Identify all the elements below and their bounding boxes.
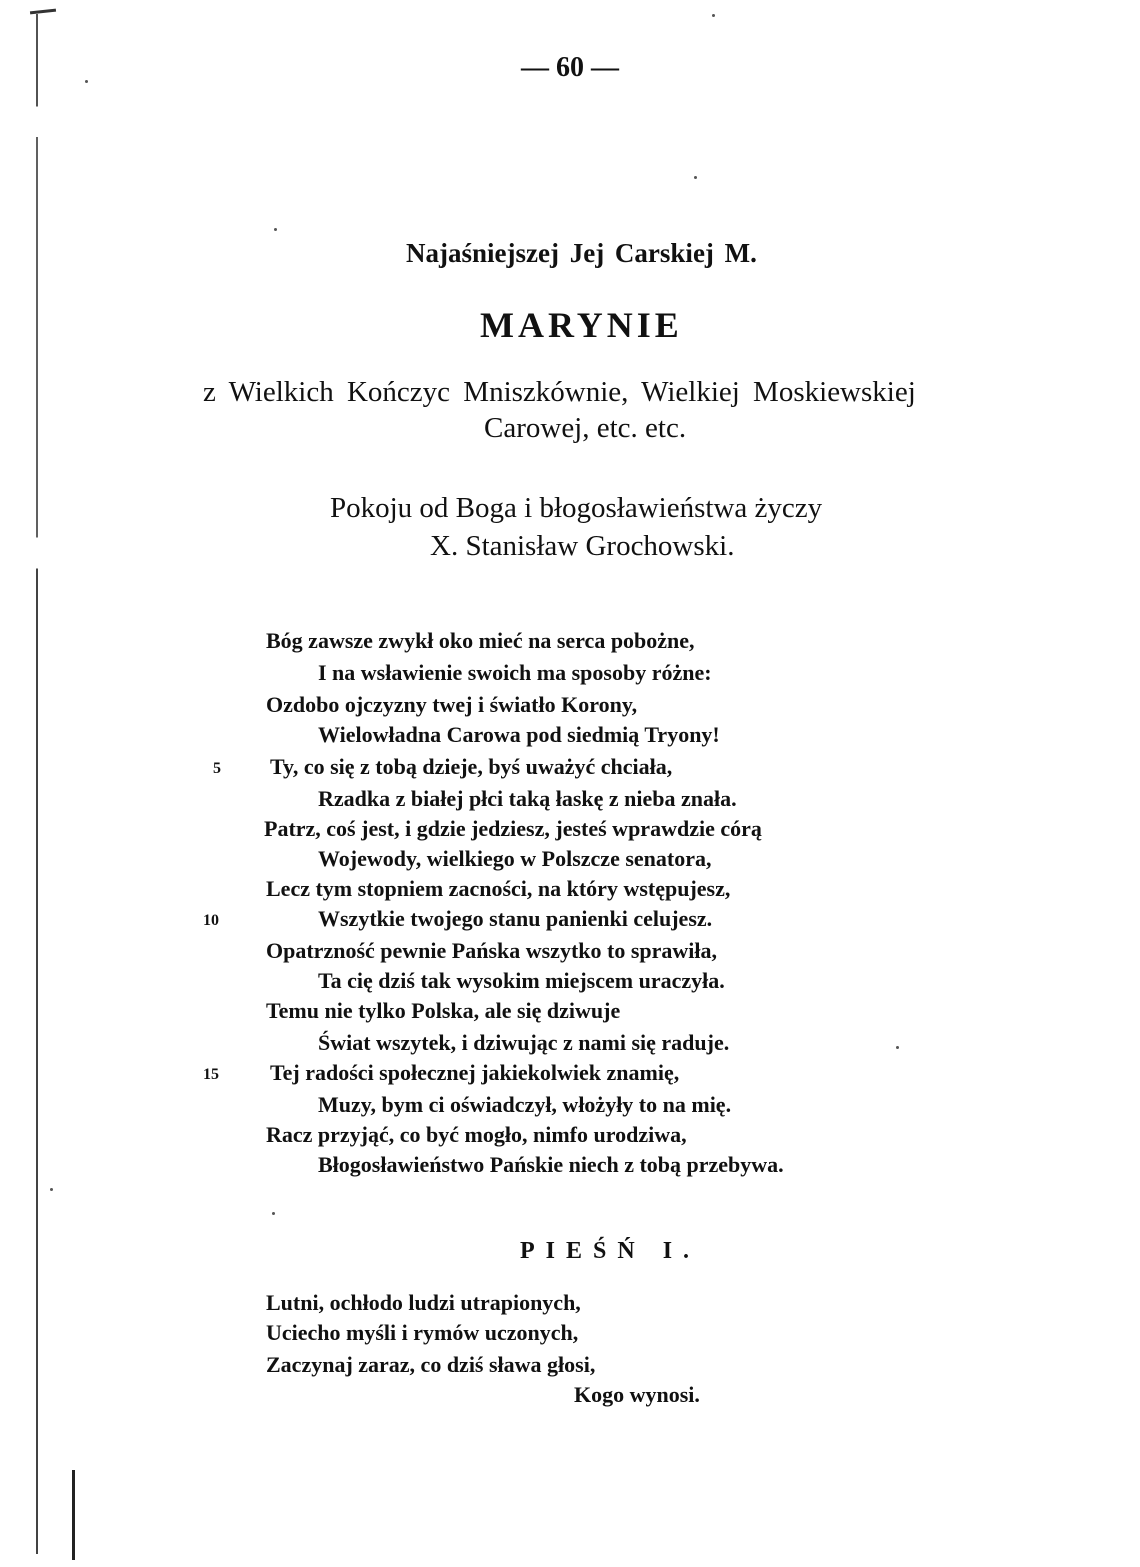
poem-line: Bóg zawsze zwykł oko mieć na serca pobożne, — [266, 628, 695, 653]
line-number: 10 — [203, 912, 219, 929]
poem-line: Świat wszytek, i dziwując z nami się raduje. — [318, 1030, 730, 1055]
poem-line: Muzy, bym ci oświadczył, włożyły to na mię. — [318, 1092, 732, 1117]
scan-speck — [272, 1212, 275, 1215]
song-title: PIEŚŃ I. — [520, 1238, 701, 1264]
dedication-signature: X. Stanisław Grochowski. — [430, 530, 735, 562]
dedication-line-4: Carowej, etc. etc. — [484, 412, 687, 444]
song-line: Uciecho myśli i rymów uczonych, — [266, 1320, 579, 1345]
poem-line: Patrz, coś jest, i gdzie jedziesz, jesteś wprawdzie córą — [264, 816, 762, 841]
poem-line: Rzadka z białej płci taką łaskę z nieba znała. — [318, 786, 737, 811]
song-line: Kogo wynosi. — [574, 1382, 700, 1407]
dedication-line-1: Najaśniejszej Jej Carskiej M. — [406, 238, 757, 268]
scan-margin-line — [72, 1470, 75, 1560]
line-number: 5 — [213, 760, 221, 777]
scan-artifact — [30, 9, 56, 15]
song-line: Zaczynaj zaraz, co dziś sława głosi, — [266, 1352, 596, 1377]
scan-speck — [712, 14, 715, 17]
poem-line: Opatrzność pewnie Pańska wszytko to sprawiła, — [266, 938, 718, 963]
poem-line: Wielowładna Carowa pod siedmią Tryony! — [318, 722, 720, 747]
poem-line: Lecz tym stopniem zacności, na który wstępujesz, — [266, 876, 731, 901]
song-line: Lutni, ochłodo ludzi utrapionych, — [266, 1290, 581, 1315]
dedication-line-3: z Wielkich Kończyc Mniszkównie, Wielkiej Moskiewskiej — [203, 376, 916, 408]
poem-line: Błogosławieństwo Pańskie niech z tobą przebywa. — [318, 1152, 784, 1177]
poem-line: Wszytkie twojego stanu panienki celujesz. — [318, 906, 713, 931]
poem-line: Temu nie tylko Polska, ale się dziwuje — [266, 998, 621, 1023]
poem-line: Ta cię dziś tak wysokim miejscem uraczyła. — [318, 968, 725, 993]
scan-speck — [274, 228, 277, 231]
scan-speck — [694, 176, 697, 179]
dedication-name: MARYNIE — [480, 305, 683, 345]
page-number: — 60 — — [521, 52, 619, 83]
poem-line: Wojewody, wielkiego w Polszcze senatora, — [318, 846, 712, 871]
poem-line: Racz przyjąć, co być mogło, nimfo urodziwa, — [266, 1122, 687, 1147]
scan-speck — [50, 1188, 53, 1191]
dedication-line-5: Pokoju od Boga i błogosławieństwa życzy — [330, 492, 823, 524]
scan-margin-line — [36, 14, 38, 1554]
poem-line: Tej radości społecznej jakiekolwiek znamię, — [270, 1060, 680, 1085]
poem-line: Ozdobo ojczyzny twej i światło Korony, — [266, 692, 638, 717]
scan-speck — [896, 1046, 899, 1049]
line-number: 15 — [203, 1066, 219, 1083]
poem-line: Ty, co się z tobą dzieje, byś uważyć chciała, — [270, 754, 673, 779]
poem-line: I na wsławienie swoich ma sposoby różne: — [318, 660, 712, 685]
